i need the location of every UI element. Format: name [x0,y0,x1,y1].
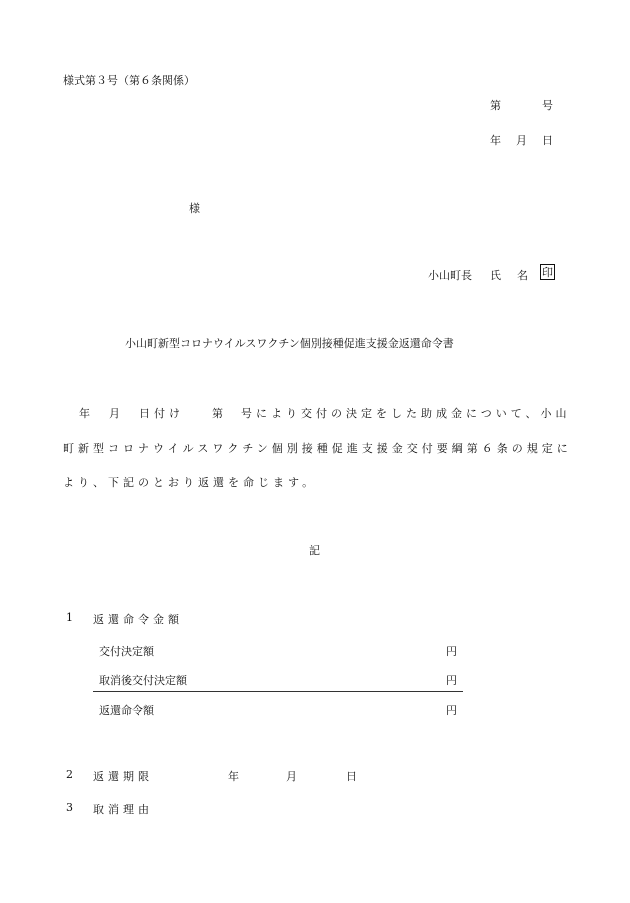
body-line1-rest: 号により交付の決定をした助成金について、小山 [241,407,571,420]
body-line2: 町新型コロナウイルスワクチン個別接種促進支援金交付要綱第６条の規定に [63,442,572,455]
issuer-title: 小山町長 [428,269,472,282]
amount-label-2: 取消後交付決定額 [99,674,187,687]
section1-number: 1 [66,611,73,624]
addressee-suffix: 様 [189,202,200,215]
seal-mark: 印 [542,266,553,279]
ki-heading: 記 [309,544,320,557]
amount-unit-3: 円 [446,704,457,717]
amount-label-1: 交付決定額 [99,645,154,658]
section2-number: 2 [66,768,73,781]
section2-hi: 日 [346,770,357,783]
doc-number-dai: 第 [490,99,501,112]
date-nen: 年 [490,134,501,147]
amount-unit-2: 円 [446,674,457,687]
body-line3: より、下記のとおり返還を命じます。 [63,476,318,489]
issuer-shi: 氏 [490,269,501,282]
section3-label: 取消理由 [93,803,153,816]
document-title: 小山町新型コロナウイルスワクチン個別接種促進支援金返還命令書 [125,337,454,350]
body-hizuke: 日付け [139,407,184,420]
form-label: 様式第３号（第６条関係） [63,74,195,87]
body-nen: 年 [79,407,90,420]
section2-label: 返還期限 [93,770,153,783]
doc-number-go: 号 [542,99,553,112]
date-tsuki: 月 [516,134,527,147]
section3-number: 3 [66,801,73,814]
issuer-mei: 名 [517,269,528,282]
body-tsuki: 月 [109,407,120,420]
amount-divider [93,691,463,692]
body-dai: 第 [212,407,223,420]
date-hi: 日 [542,134,553,147]
section1-label: 返還命令金額 [93,613,183,626]
amount-unit-1: 円 [446,645,457,658]
section2-tsuki: 月 [286,770,297,783]
section2-nen: 年 [228,770,239,783]
amount-label-3: 返還命令額 [99,704,154,717]
